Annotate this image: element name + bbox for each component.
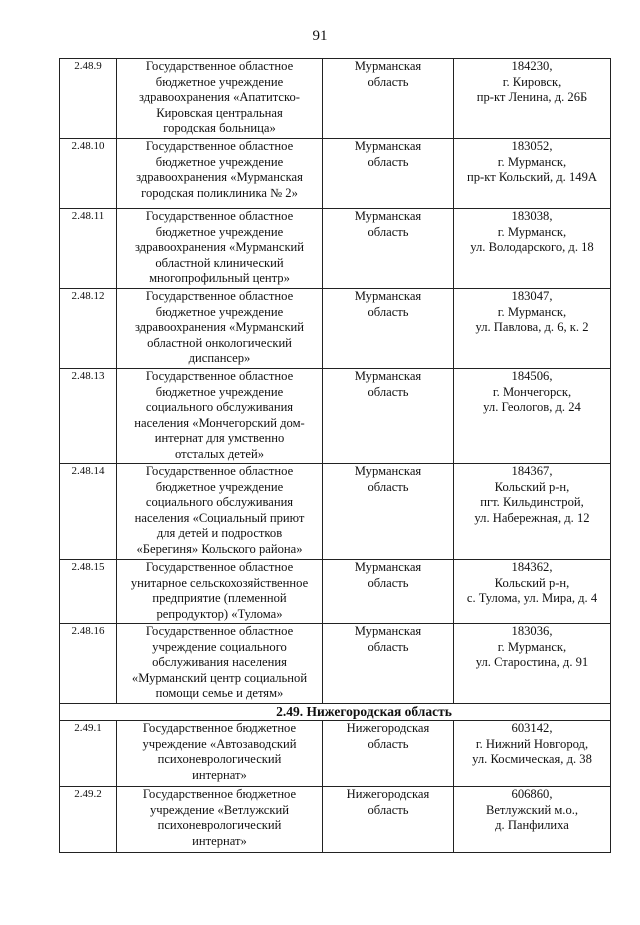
table-row bbox=[60, 369, 611, 464]
address: 184362, Кольский р-н, с. Тулома, ул. Мира, д. 4 bbox=[454, 560, 611, 624]
row-number: 2.48.16 bbox=[60, 624, 117, 704]
region-name: Мурманская область bbox=[323, 369, 454, 464]
row-number: 2.48.10 bbox=[60, 139, 117, 209]
table-row bbox=[60, 721, 611, 787]
region-name: Мурманская область bbox=[323, 209, 454, 289]
row-number: 2.48.11 bbox=[60, 209, 117, 289]
address: 183052, г. Мурманск, пр-кт Кольский, д. 149А bbox=[454, 139, 611, 209]
region-name: Мурманская область bbox=[323, 289, 454, 369]
institution-name: Государственное областное бюджетное учреждение социального обслуживания населения «Мончегорский дом- интернат для умственно отсталых детей» bbox=[117, 369, 323, 464]
institution-name: Государственное областное бюджетное учреждение здравоохранения «Мурманский областной онкологический диспансер» bbox=[117, 289, 323, 369]
address: 183047, г. Мурманск, ул. Павлова, д. 6, к. 2 bbox=[454, 289, 611, 369]
row-number: 2.49.1 bbox=[60, 721, 117, 787]
region-name: Мурманская область bbox=[323, 560, 454, 624]
address: 184506, г. Мончегорск, ул. Геологов, д. 24 bbox=[454, 369, 611, 464]
registry-rows bbox=[60, 59, 611, 853]
table-row bbox=[60, 59, 611, 139]
row-number: 2.48.14 bbox=[60, 464, 117, 560]
table-row bbox=[60, 289, 611, 369]
region-name: Нижегородская область bbox=[323, 787, 454, 853]
address: 183038, г. Мурманск, ул. Володарского, д. 18 bbox=[454, 209, 611, 289]
institution-name: Государственное областное бюджетное учреждение здравоохранения «Апатитско- Кировская центральная городская больница» bbox=[117, 59, 323, 139]
table-row bbox=[60, 787, 611, 853]
address: 184367, Кольский р-н, пгт. Кильдинстрой, ул. Набережная, д. 12 bbox=[454, 464, 611, 560]
region-name: Мурманская область bbox=[323, 139, 454, 209]
table-row bbox=[60, 560, 611, 624]
table-row bbox=[60, 209, 611, 289]
institution-name: Государственное областное унитарное сельскохозяйственное предприятие (племенной репродуктор) «Тулома» bbox=[117, 560, 323, 624]
row-number: 2.48.9 bbox=[60, 59, 117, 139]
page-number: 91 bbox=[312, 28, 328, 44]
region-name: Мурманская область bbox=[323, 464, 454, 560]
institution-name: Государственное областное бюджетное учреждение социального обслуживания населения «Социальный приют для детей и подростков «Берегиня» Кольского района» bbox=[117, 464, 323, 560]
registry-table bbox=[59, 58, 611, 853]
table-row bbox=[60, 464, 611, 560]
region-name: Нижегородская область bbox=[323, 721, 454, 787]
address: 603142, г. Нижний Новгород, ул. Космическая, д. 38 bbox=[454, 721, 611, 787]
institution-name: Государственное областное бюджетное учреждение здравоохранения «Мурманская городская поликлиника № 2» bbox=[117, 139, 323, 209]
table-row bbox=[60, 624, 611, 704]
row-number: 2.49.2 bbox=[60, 787, 117, 853]
section-title: 2.49. Нижегородская область bbox=[60, 704, 611, 721]
row-number: 2.48.12 bbox=[60, 289, 117, 369]
region-name: Мурманская область bbox=[323, 624, 454, 704]
institution-name: Государственное бюджетное учреждение «Ветлужский психоневрологический интернат» bbox=[117, 787, 323, 853]
address: 184230, г. Кировск, пр-кт Ленина, д. 26Б bbox=[454, 59, 611, 139]
region-name: Мурманская область bbox=[323, 59, 454, 139]
section-header-row bbox=[60, 704, 611, 721]
address: 606860, Ветлужский м.о., д. Панфилиха bbox=[454, 787, 611, 853]
address: 183036, г. Мурманск, ул. Старостина, д. 91 bbox=[454, 624, 611, 704]
institution-name: Государственное областное бюджетное учреждение здравоохранения «Мурманский областной клинический многопрофильный центр» bbox=[117, 209, 323, 289]
row-number: 2.48.15 bbox=[60, 560, 117, 624]
institution-name: Государственное областное учреждение социального обслуживания населения «Мурманский центр социальной помощи семье и детям» bbox=[117, 624, 323, 704]
table-row bbox=[60, 139, 611, 209]
institution-name: Государственное бюджетное учреждение «Автозаводский психоневрологический интернат» bbox=[117, 721, 323, 787]
row-number: 2.48.13 bbox=[60, 369, 117, 464]
